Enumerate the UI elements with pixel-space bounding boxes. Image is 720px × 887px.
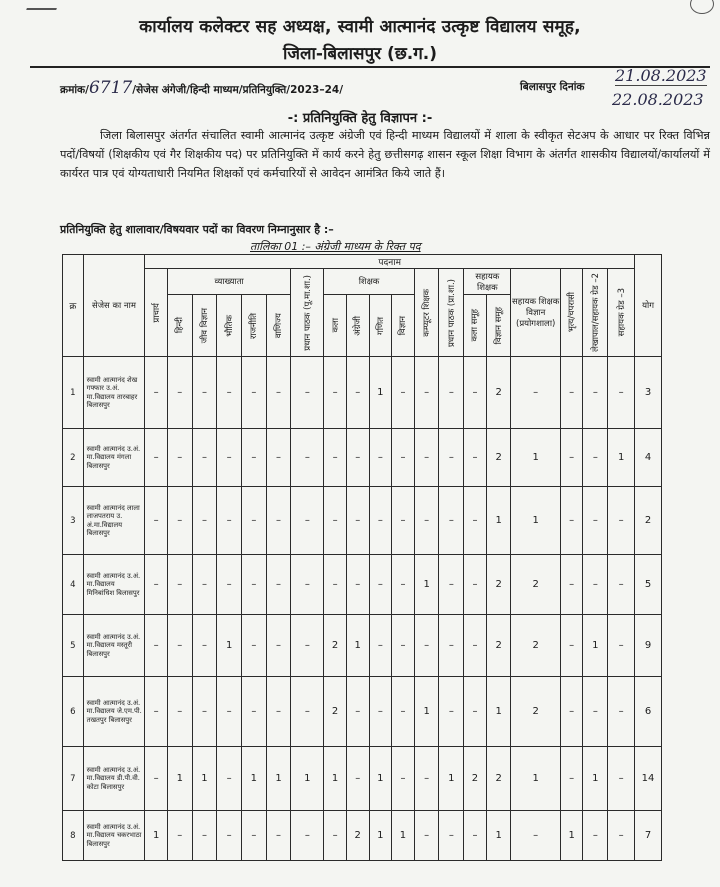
row-total: 14: [635, 747, 662, 811]
row-sno: 7: [63, 747, 84, 811]
row-cell: –: [145, 615, 168, 677]
row-cell: 2: [486, 429, 511, 487]
row-cell: –: [145, 429, 168, 487]
row-cell: –: [511, 811, 560, 861]
row-cell: –: [145, 357, 168, 429]
date-label: बिलासपुर दिनांक: [520, 81, 585, 93]
col-teacher-science: विज्ञान: [392, 295, 415, 357]
row-cell: 1: [291, 747, 324, 811]
row-cell: –: [392, 487, 415, 555]
row-cell: –: [511, 357, 560, 429]
row-cell: 1: [511, 487, 560, 555]
letter-prefix: क्रमांक/: [60, 84, 89, 96]
col-sno-header: क्र: [63, 255, 84, 357]
row-cell: 1: [486, 811, 511, 861]
row-cell: –: [291, 487, 324, 555]
row-cell: 2: [464, 747, 487, 811]
table-row: [63, 747, 662, 811]
row-cell: –: [608, 487, 635, 555]
row-cell: –: [167, 555, 192, 615]
row-cell: –: [145, 487, 168, 555]
row-cell: –: [464, 615, 487, 677]
row-sno: 1: [63, 357, 84, 429]
body-paragraph: [60, 126, 710, 183]
row-cell: –: [291, 615, 324, 677]
row-cell: 1: [486, 487, 511, 555]
row-cell: –: [346, 555, 369, 615]
row-cell: –: [583, 677, 608, 747]
row-cell: –: [242, 487, 267, 555]
table-row: [63, 555, 662, 615]
row-cell: 2: [486, 555, 511, 615]
row-cell: –: [242, 811, 267, 861]
row-school-name: स्वामी आत्मानंद उ.अं. मा.विद्यालय जे.एम.पी. तखतपुर बिलासपुर: [83, 677, 145, 747]
row-cell: 2: [511, 677, 560, 747]
row-cell: –: [324, 487, 347, 555]
row-cell: –: [392, 429, 415, 487]
col-asst-lab: सहायक शिक्षक विज्ञान (प्रयोगशाला): [511, 269, 560, 357]
row-cell: –: [192, 677, 217, 747]
row-cell: –: [392, 747, 415, 811]
row-cell: 1: [324, 747, 347, 811]
row-cell: –: [414, 429, 439, 487]
col-asst-science-group: विज्ञान समूह: [486, 295, 511, 357]
row-cell: –: [324, 555, 347, 615]
row-cell: –: [242, 615, 267, 677]
table-row: [63, 677, 662, 747]
date-handwritten-1: 21.08.2023: [615, 66, 707, 85]
body-text: जिला बिलासपुर अंतर्गत संचालित स्वामी आत्मानंद उत्कृष्ट अंग्रेजी एवं हिन्दी माध्यम विद्यालयों में शाला के स्वीकृत सेटअप के आधार पर रिक्त विभिन्न पदों/विषयों (शिक्षकीय एवं गैर शिक्षकीय पद) पर प्रतिनियुक्ति में कार्य करने हेतु छत्तीसगढ़ शासन स्कूल शिक्षा विभाग के अंतर्गत शासकीय विद्यालयों/कार्यालयों में कार्यरत पात्र एवं योग्यताधारी नियमित शिक्षकों एवं कर्मचारियों से आवेदन आमंत्रित किये जाते हैं।: [60, 129, 710, 180]
row-cell: –: [583, 811, 608, 861]
row-cell: 2: [324, 615, 347, 677]
row-cell: –: [439, 357, 464, 429]
row-cell: –: [392, 677, 415, 747]
scan-edge-mark: [26, 0, 60, 10]
row-cell: –: [560, 747, 583, 811]
row-cell: –: [560, 615, 583, 677]
row-cell: –: [560, 677, 583, 747]
row-cell: 2: [486, 615, 511, 677]
row-cell: 1: [242, 747, 267, 811]
row-sno: 5: [63, 615, 84, 677]
row-cell: –: [217, 811, 242, 861]
row-cell: –: [291, 677, 324, 747]
col-asst-g3: सहायक ग्रेड –3: [608, 269, 635, 357]
row-cell: –: [608, 811, 635, 861]
row-cell: –: [560, 487, 583, 555]
row-cell: –: [242, 555, 267, 615]
row-cell: 2: [511, 615, 560, 677]
table-row: [63, 429, 662, 487]
row-total: 3: [635, 357, 662, 429]
row-cell: –: [266, 429, 291, 487]
row-cell: 2: [486, 747, 511, 811]
row-cell: –: [439, 429, 464, 487]
row-cell: 1: [167, 747, 192, 811]
col-accountant: लेखापाल/सहायक ग्रेड –2: [583, 269, 608, 357]
row-cell: 1: [608, 429, 635, 487]
row-cell: –: [217, 677, 242, 747]
row-cell: –: [439, 615, 464, 677]
row-total: 5: [635, 555, 662, 615]
row-cell: –: [217, 429, 242, 487]
row-cell: 2: [324, 677, 347, 747]
scan-edge-circle: [690, 0, 714, 14]
row-cell: –: [369, 555, 392, 615]
row-cell: –: [324, 357, 347, 429]
row-total: 9: [635, 615, 662, 677]
district-heading: जिला-बिलासपुर (छ.ग.): [282, 44, 437, 64]
row-school-name: स्वामी आत्मानंद उ.अं. मा.विद्यालय चकरभाठा बिलासपुर: [83, 811, 145, 861]
row-cell: –: [439, 677, 464, 747]
row-cell: –: [608, 357, 635, 429]
row-cell: –: [369, 615, 392, 677]
row-cell: –: [145, 677, 168, 747]
row-cell: –: [192, 357, 217, 429]
row-cell: –: [583, 357, 608, 429]
row-cell: –: [439, 487, 464, 555]
row-cell: –: [266, 615, 291, 677]
col-teacher-maths: गणित: [369, 295, 392, 357]
row-cell: –: [346, 487, 369, 555]
row-total: 6: [635, 677, 662, 747]
group-teacher: शिक्षक: [324, 269, 415, 295]
row-cell: –: [167, 487, 192, 555]
col-lecturer-biology: जीव विज्ञान: [192, 295, 217, 357]
row-cell: –: [291, 811, 324, 861]
row-cell: –: [217, 747, 242, 811]
row-cell: –: [392, 555, 415, 615]
row-cell: –: [439, 811, 464, 861]
row-cell: –: [266, 357, 291, 429]
row-cell: –: [291, 555, 324, 615]
row-cell: –: [242, 677, 267, 747]
row-total: 4: [635, 429, 662, 487]
header-rule: [30, 66, 710, 68]
row-cell: –: [608, 747, 635, 811]
row-sno: 8: [63, 811, 84, 861]
row-cell: –: [608, 555, 635, 615]
row-cell: 1: [414, 677, 439, 747]
row-total: 2: [635, 487, 662, 555]
row-cell: –: [583, 429, 608, 487]
row-cell: –: [464, 811, 487, 861]
row-cell: –: [608, 615, 635, 677]
table-row: [63, 357, 662, 429]
row-cell: –: [346, 429, 369, 487]
row-cell: –: [464, 677, 487, 747]
row-cell: –: [464, 555, 487, 615]
row-cell: –: [167, 615, 192, 677]
col-head-ps: प्रधान पाठक (प्रा.शा.): [439, 269, 464, 357]
row-cell: 1: [369, 811, 392, 861]
row-cell: –: [392, 615, 415, 677]
row-school-name: स्वामी आत्मानंद उ.अं. मा.विद्यालय मस्तूरी बिलासपुर: [83, 615, 145, 677]
col-lecturer-politics: राजनीति: [242, 295, 267, 357]
row-school-name: स्वामी आत्मानंद उ.अं. मा.विद्यालय मिनिबांधिश बिलासपुर: [83, 555, 145, 615]
row-sno: 4: [63, 555, 84, 615]
row-cell: –: [464, 429, 487, 487]
row-cell: 1: [369, 357, 392, 429]
row-cell: 2: [486, 357, 511, 429]
row-cell: –: [324, 811, 347, 861]
row-cell: –: [560, 429, 583, 487]
row-cell: –: [242, 429, 267, 487]
row-cell: –: [464, 357, 487, 429]
letter-number-handwritten: 6717: [88, 78, 133, 98]
row-cell: –: [145, 747, 168, 811]
row-cell: –: [167, 357, 192, 429]
col-school-header: सेजेस का नाम: [83, 255, 145, 357]
col-lecturer-hindi: हिन्दी: [167, 295, 192, 357]
row-sno: 2: [63, 429, 84, 487]
row-cell: –: [266, 555, 291, 615]
row-cell: 1: [392, 811, 415, 861]
row-cell: –: [217, 357, 242, 429]
row-cell: –: [192, 487, 217, 555]
row-cell: –: [324, 429, 347, 487]
row-school-name: स्वामी आत्मानंद लाला लाजपतराय उ. अं.मा.विद्यालय बिलासपुर: [83, 487, 145, 555]
row-cell: 2: [511, 555, 560, 615]
office-heading: कार्यालय कलेक्टर सह अध्यक्ष, स्वामी आत्मानंद उत्कृष्ट विद्यालय समूह,: [139, 17, 581, 37]
row-cell: 1: [560, 811, 583, 861]
row-cell: –: [464, 487, 487, 555]
table-caption: तालिका 01 :– अंग्रेजी माध्यम के रिक्त पद: [250, 240, 421, 253]
row-cell: –: [266, 487, 291, 555]
row-cell: –: [217, 487, 242, 555]
group-asst-teacher: सहायक शिक्षक: [464, 269, 511, 295]
row-school-name: स्वामी आत्मानंद उ.अं. मा.विद्यालय मंगला बिलासपुर: [83, 429, 145, 487]
row-cell: –: [583, 555, 608, 615]
group-lecturer: व्याख्याता: [167, 269, 290, 295]
row-cell: –: [346, 747, 369, 811]
details-heading: प्रतिनियुक्ति हेतु शालावार/विषयवार पदों का विवरण निम्नानुसार है :–: [60, 223, 334, 236]
row-cell: –: [560, 555, 583, 615]
row-cell: –: [167, 811, 192, 861]
row-cell: –: [217, 555, 242, 615]
row-cell: –: [369, 429, 392, 487]
row-cell: 2: [346, 811, 369, 861]
row-cell: 1: [217, 615, 242, 677]
date-handwritten-2: 22.08.2023: [612, 90, 704, 109]
row-cell: –: [369, 487, 392, 555]
table-row: [63, 487, 662, 555]
row-cell: 1: [145, 811, 168, 861]
col-teacher-art: कला: [324, 295, 347, 357]
col-peon: भृत्य/चपरासी: [560, 269, 583, 357]
letter-number: [60, 78, 343, 98]
row-cell: –: [266, 677, 291, 747]
row-cell: 1: [266, 747, 291, 811]
row-total: 7: [635, 811, 662, 861]
row-cell: –: [167, 677, 192, 747]
row-cell: –: [192, 811, 217, 861]
col-posts-header: पदनाम: [145, 255, 635, 269]
row-cell: –: [346, 357, 369, 429]
vacancy-table: [62, 254, 662, 861]
row-cell: 1: [346, 615, 369, 677]
table-row: [63, 811, 662, 861]
row-cell: 1: [511, 747, 560, 811]
row-cell: 1: [414, 555, 439, 615]
letter-suffix: /सेजेस अंगेजी/हिन्दी माध्यम/प्रतिनियुक्ति/2023–24/: [132, 84, 344, 96]
row-cell: 1: [369, 747, 392, 811]
col-teacher-english: अंग्रेजी: [346, 295, 369, 357]
row-cell: –: [192, 429, 217, 487]
row-cell: –: [439, 555, 464, 615]
row-cell: –: [266, 811, 291, 861]
row-cell: –: [392, 357, 415, 429]
row-cell: –: [369, 677, 392, 747]
col-lecturer-physics: भौतिक: [217, 295, 242, 357]
row-sno: 3: [63, 487, 84, 555]
row-cell: 1: [439, 747, 464, 811]
row-cell: –: [242, 357, 267, 429]
row-cell: –: [414, 747, 439, 811]
col-computer: कम्प्यूटर शिक्षक: [414, 269, 439, 357]
col-asst-art-group: कला समूह: [464, 295, 487, 357]
row-school-name: स्वामी आत्मानंद उ.अं. मा.विद्यालय डी.पी.वी. कोटा बिलासपुर: [83, 747, 145, 811]
row-school-name: स्वामी आत्मानंद शेख गफ्फार उ.अं. मा.विद्यालय तारबाहर बिलासपुर: [83, 357, 145, 429]
col-principal: प्राचार्य: [145, 269, 168, 357]
row-cell: –: [414, 811, 439, 861]
col-total-header: योग: [635, 255, 662, 357]
table-body: [63, 357, 662, 861]
row-cell: –: [414, 357, 439, 429]
row-cell: 1: [486, 677, 511, 747]
row-cell: –: [192, 555, 217, 615]
row-cell: –: [346, 677, 369, 747]
row-cell: –: [608, 677, 635, 747]
row-cell: 1: [192, 747, 217, 811]
table-row: [63, 615, 662, 677]
row-cell: –: [192, 615, 217, 677]
row-cell: 1: [511, 429, 560, 487]
row-cell: –: [145, 555, 168, 615]
row-sno: 6: [63, 677, 84, 747]
row-cell: –: [414, 615, 439, 677]
row-cell: –: [291, 429, 324, 487]
row-cell: –: [291, 357, 324, 429]
row-cell: –: [583, 487, 608, 555]
row-cell: –: [560, 357, 583, 429]
row-cell: –: [414, 487, 439, 555]
subject-line: -: प्रतिनियुक्ति हेतु विज्ञापन :-: [287, 111, 433, 126]
row-cell: 1: [583, 747, 608, 811]
col-head-ms: प्रधान पाठक (पू.मा.शा.): [291, 269, 324, 357]
row-cell: –: [167, 429, 192, 487]
row-cell: 1: [583, 615, 608, 677]
col-lecturer-commerce: वाणिज्य: [266, 295, 291, 357]
